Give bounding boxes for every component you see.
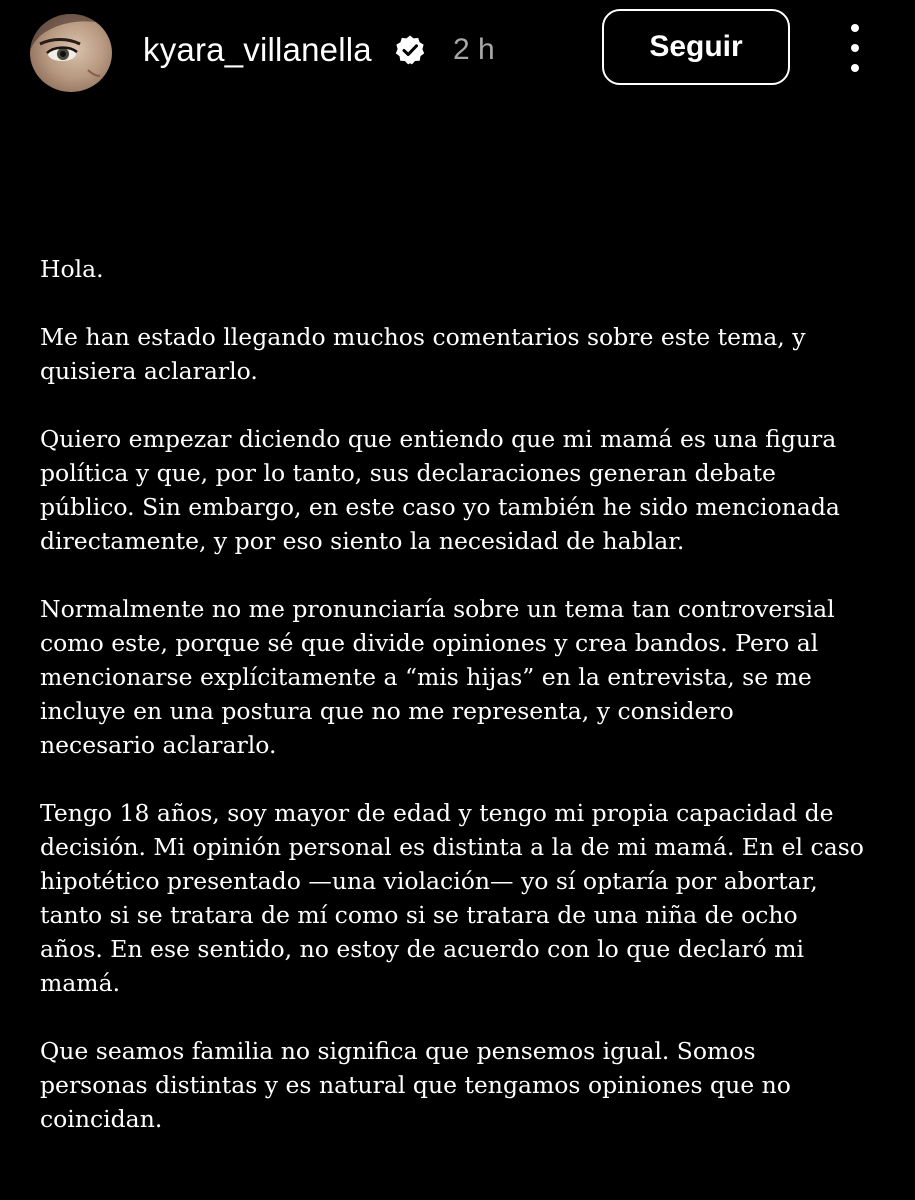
story-paragraph: Me han estado llegando muchos comentarios sobre este tema, y quisiera aclararlo.: [40, 323, 806, 385]
more-options-icon[interactable]: [838, 24, 872, 72]
story-paragraph: Quiero empezar diciendo que entiendo que mi mamá es una figura política y que, por lo tanto, sus declaraciones generan debate público. Sin embargo, en este caso yo también he sido mencionada directamente, y por eso siento la necesidad de hablar.: [40, 425, 840, 555]
more-dot: [851, 24, 859, 32]
story-paragraph: Normalmente no me pronunciaría sobre un tema tan controversial como este, porque sé que divide opiniones y crea bandos. Pero al mencionarse explícitamente a “mis hijas” en la entrevista, se me incluye en una postura que no me representa, y considero necesario aclararlo.: [40, 595, 835, 759]
story-paragraph: Hola.: [40, 255, 104, 283]
story-paragraph: Tengo 18 años, soy mayor de edad y tengo mi propia capacidad de decisión. Mi opinión personal es distinta a la de mi mamá. En el caso hipotético presentado —una violación— yo sí optaría por abortar, tanto si se tratara de mí como si se tratara de una niña de ocho años. En ese sentido, no estoy de acuerdo con lo que declaró mi mamá.: [40, 799, 864, 997]
story-paragraph: Que seamos familia no significa que pensemos igual. Somos personas distintas y es natural que tengamos opiniones que no coincidan.: [40, 1037, 791, 1133]
story-header: [0, 0, 915, 100]
more-dot: [851, 64, 859, 72]
story-text: [40, 252, 890, 1170]
more-dot: [851, 44, 859, 52]
username[interactable]: kyara_villanella: [143, 31, 372, 68]
post-time: 2 h: [453, 33, 495, 66]
verified-badge-icon: [394, 34, 426, 66]
avatar[interactable]: [30, 14, 112, 92]
follow-button[interactable]: Seguir: [602, 9, 790, 85]
